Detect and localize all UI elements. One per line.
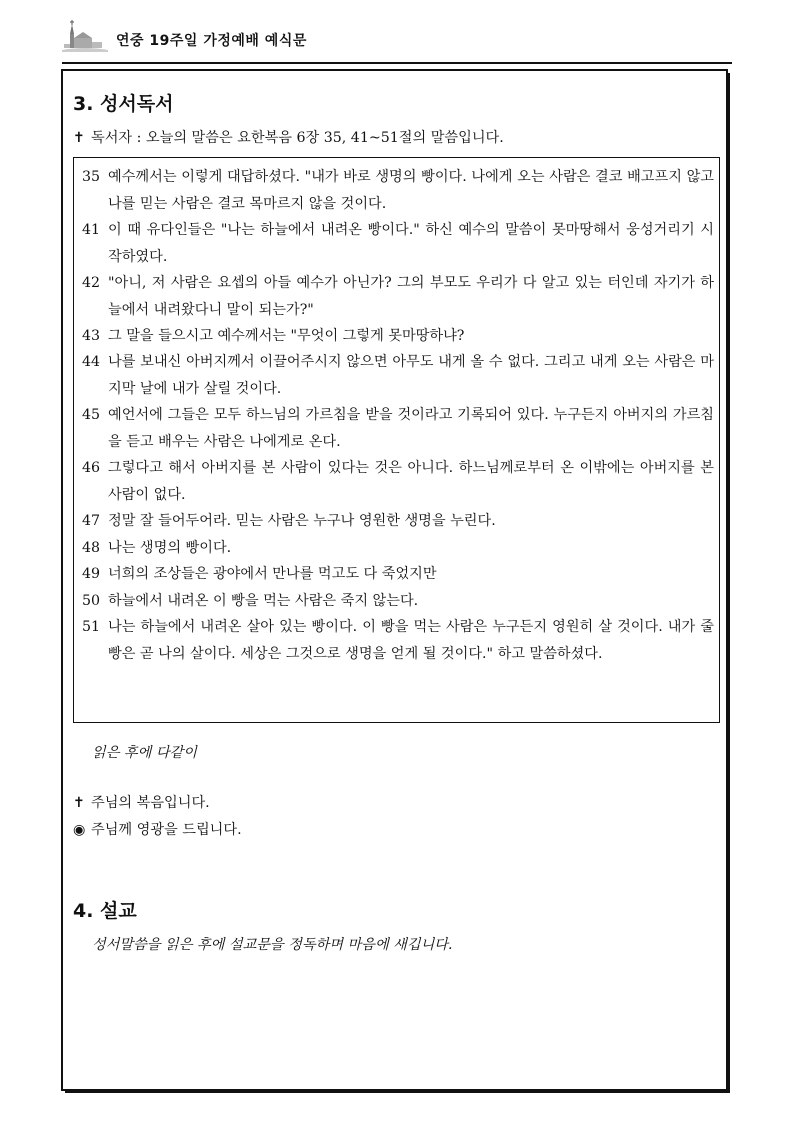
verse-text: 너희의 조상들은 광야에서 만나를 먹고도 다 죽었지만 [108, 566, 437, 582]
verse-number: 41 [82, 222, 101, 238]
verse-text: "아니, 저 사람은 요셉의 아들 예수가 아닌가? 그의 부모도 우리가 다 알고 있는 터인데 자기가 하늘에서 내려왔다니 말이 되는가?" [108, 275, 714, 318]
verse-text: 하늘에서 내려온 이 빵을 먹는 사람은 죽지 않는다. [108, 593, 419, 609]
people-response-line [73, 819, 242, 839]
verse-35 [82, 164, 714, 217]
people-response-text: 주님께 영광을 드립니다. [91, 822, 242, 838]
verse-number: 50 [82, 593, 101, 609]
verse-text: 나는 하늘에서 내려온 살아 있는 빵이다. 이 빵을 먹는 사람은 누구든지 영원히 살 것이다. 내가 줄 빵은 곧 나의 살이다. 세상은 그것으로 생명을 얻게 될 것이다." 하고 말씀하셨다. [108, 619, 714, 662]
verse-number: 35 [82, 169, 101, 185]
scripture-reading-box [73, 157, 720, 723]
verse-text: 나를 보내신 아버지께서 이끌어주시지 않으면 아무도 내게 올 수 없다. 그리고 내게 오는 사람은 마지막 날에 내가 살릴 것이다. [108, 354, 714, 397]
verse-47 [82, 508, 714, 535]
page-header [62, 18, 730, 58]
verse-number: 44 [82, 354, 101, 370]
after-reading-instruction: 읽은 후에 다같이 [92, 745, 197, 761]
verse-text: 그렇다고 해서 아버지를 본 사람이 있다는 것은 아니다. 하느님께로부터 온 이밖에는 아버지를 본 사람이 없다. [108, 460, 714, 503]
cross-icon: ✝ [73, 130, 85, 146]
verse-44 [82, 349, 714, 402]
verse-number: 51 [82, 619, 101, 635]
section-4-title: 4. 설교 [73, 900, 137, 922]
verse-48 [82, 535, 714, 562]
leader-response-text: 주님의 복음입니다. [91, 795, 210, 811]
section-3-title: 3. 성서독서 [73, 93, 174, 115]
verse-text: 그 말을 들으시고 예수께서는 "무엇이 그렇게 못마땅하냐? [108, 328, 465, 344]
verse-45 [82, 402, 714, 455]
verse-46 [82, 455, 714, 508]
reader-line [73, 127, 504, 147]
verse-51 [82, 614, 714, 667]
verse-42 [82, 270, 714, 323]
verse-text: 예언서에 그들은 모두 하느님의 가르침을 받을 것이라고 기록되어 있다. 누구든지 아버지의 가르침을 듣고 배우는 사람은 나에게로 온다. [108, 407, 714, 450]
verse-number: 49 [82, 566, 101, 582]
church-logo-icon [62, 20, 108, 54]
verse-49 [82, 561, 714, 588]
verse-number: 45 [82, 407, 101, 423]
verse-number: 42 [82, 275, 101, 291]
verse-number: 43 [82, 328, 101, 344]
verse-41 [82, 217, 714, 270]
header-divider [62, 62, 732, 64]
circle-dot-icon: ◉ [73, 822, 86, 838]
verse-text: 이 때 유다인들은 "나는 하늘에서 내려온 빵이다." 하신 예수의 말씀이 못마땅해서 웅성거리기 시작하였다. [108, 222, 714, 265]
verse-number: 48 [82, 540, 101, 556]
verse-text: 나는 생명의 빵이다. [108, 540, 232, 556]
verse-text: 예수께서는 이렇게 대답하셨다. "내가 바로 생명의 빵이다. 나에게 오는 사람은 결코 배고프지 않고 나를 믿는 사람은 결코 목마르지 않을 것이다. [108, 169, 714, 212]
cross-icon: ✝ [73, 795, 85, 811]
verse-43 [82, 323, 714, 350]
verse-text: 정말 잘 들어두어라. 믿는 사람은 누구나 영원한 생명을 누린다. [108, 513, 496, 529]
verse-50 [82, 588, 714, 615]
page-title: 연중 19주일 가정예배 예식문 [116, 33, 307, 49]
sermon-instruction: 성서말씀을 읽은 후에 설교문을 정독하며 마음에 새깁니다. [92, 937, 453, 953]
verse-number: 47 [82, 513, 101, 529]
verse-number: 46 [82, 460, 101, 476]
leader-response-line [73, 792, 210, 812]
reader-text: 독서자 : 오늘의 말씀은 요한복음 6장 35, 41~51절의 말씀입니다. [91, 130, 504, 146]
